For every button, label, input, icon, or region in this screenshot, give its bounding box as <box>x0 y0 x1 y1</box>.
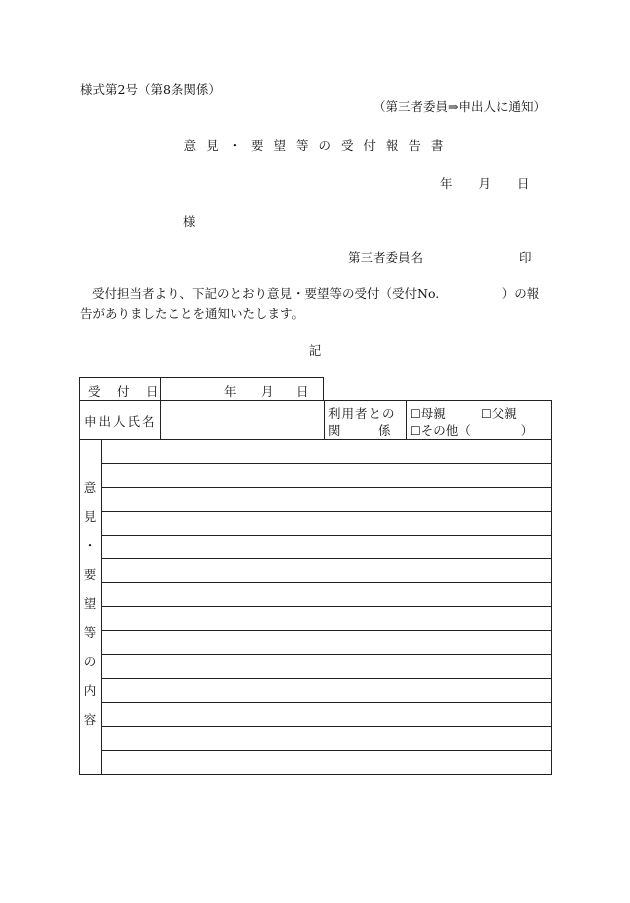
content-label-char: 容 <box>83 712 97 727</box>
content-label-char: 内 <box>83 683 97 698</box>
date-month: 月 <box>478 176 492 191</box>
content-label <box>79 478 101 728</box>
content-label-char: 要 <box>83 567 97 582</box>
reception-date-month: 月 <box>261 384 274 399</box>
ki-heading: 記 <box>308 343 322 358</box>
seal-mark: 印 <box>519 250 532 265</box>
date-line <box>440 174 530 192</box>
notice-flow: （第三者委員⇒申出人に通知） <box>373 99 546 114</box>
option-father[interactable] <box>481 404 517 422</box>
reception-date-label-cell <box>79 377 161 401</box>
form-number: 様式第2号（第8条関係） <box>80 82 221 97</box>
addressee-suffix: 様 <box>183 214 196 229</box>
reception-date-day: 日 <box>296 384 309 399</box>
reception-date-label: 受 付 日 <box>88 384 161 399</box>
content-label-char: 望 <box>83 596 97 611</box>
content-label-char: の <box>83 654 97 669</box>
relation-label-line2: 関 係 <box>328 423 391 438</box>
committee-label: 第三者委員名 <box>348 250 424 265</box>
option-other[interactable] <box>410 421 533 439</box>
date-day: 日 <box>517 176 530 191</box>
option-mother[interactable] <box>410 404 446 422</box>
content-label-char: 見 <box>83 509 97 524</box>
date-year: 年 <box>440 176 453 191</box>
relation-label-line1: 利用者との <box>328 406 396 421</box>
applicant-name-field[interactable] <box>161 401 323 439</box>
reception-date-year: 年 <box>224 384 237 399</box>
committee-line <box>348 248 532 266</box>
reception-date-value-cell[interactable] <box>160 377 324 401</box>
checkbox-icon: ☐ <box>410 424 421 438</box>
option-other-label: その他（ ） <box>420 423 534 438</box>
checkbox-icon: ☐ <box>410 407 421 421</box>
applicant-name-label: 申出人氏名 <box>84 414 157 429</box>
content-label-char: ・ <box>83 538 97 553</box>
document-title: 意 見 ・ 要 望 等 の 受 付 報 告 書 <box>183 138 447 153</box>
content-label-char: 等 <box>83 625 97 640</box>
option-father-label: 父親 <box>491 406 517 421</box>
checkbox-icon: ☐ <box>481 407 492 421</box>
body-text: 受付担当者より、下記のとおり意見・要望等の受付（受付No. ）の報告がありましたことを通知いたします。 <box>80 286 540 321</box>
content-field[interactable] <box>102 440 551 774</box>
content-label-char: 意 <box>83 480 97 495</box>
option-mother-label: 母親 <box>420 406 446 421</box>
